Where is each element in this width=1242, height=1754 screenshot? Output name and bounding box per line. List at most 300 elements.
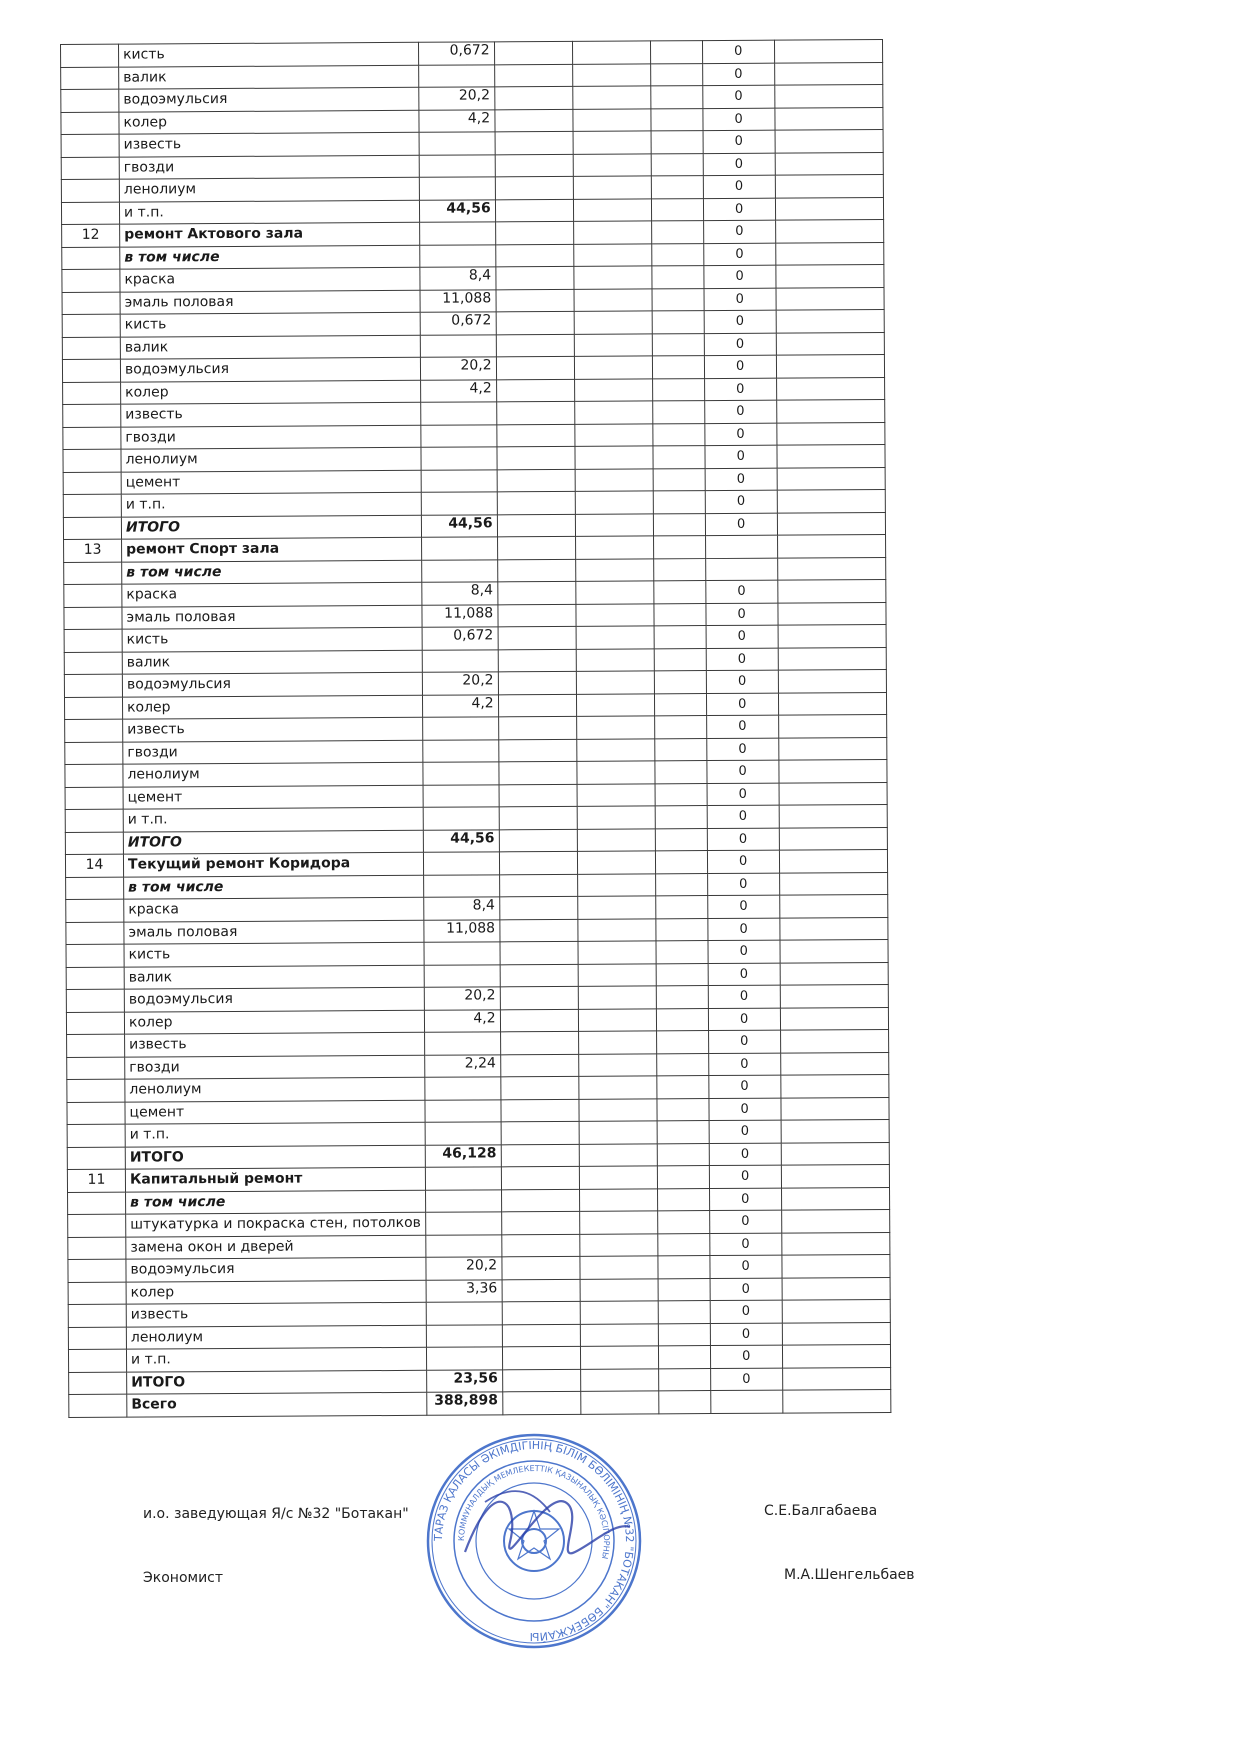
row-number [64, 629, 122, 652]
item-name: гвозди [125, 1055, 425, 1079]
empty-cell [577, 761, 655, 784]
empty-cell [778, 624, 886, 647]
empty-cell [777, 467, 885, 490]
empty-cell [656, 918, 708, 941]
empty-cell [498, 604, 576, 627]
item-name: эмаль половая [122, 605, 422, 629]
empty-cell [579, 1188, 657, 1211]
empty-cell [776, 264, 884, 287]
empty-cell [781, 1097, 889, 1120]
empty-cell [574, 401, 652, 424]
empty-cell [774, 62, 882, 85]
empty-cell [572, 63, 650, 86]
empty-cell [494, 64, 572, 87]
empty-cell [650, 41, 702, 64]
row-number [61, 134, 119, 157]
empty-cell [577, 873, 655, 896]
zero-cell: 0 [706, 715, 778, 738]
empty-cell [576, 648, 654, 671]
item-name: в том числе [124, 875, 424, 899]
row-number [67, 1079, 125, 1102]
empty-cell [499, 806, 577, 829]
empty-cell [495, 199, 573, 222]
amount-cell [424, 964, 500, 987]
amount-cell [422, 717, 498, 740]
empty-cell [778, 647, 886, 670]
empty-cell [652, 333, 704, 356]
empty-cell [658, 1256, 710, 1279]
amount-cell: 4,2 [420, 379, 496, 402]
row-number [66, 989, 124, 1012]
item-name: эмаль половая [120, 290, 420, 314]
row-number [63, 472, 121, 495]
empty-cell [774, 84, 882, 107]
zero-cell: 0 [706, 603, 778, 626]
empty-cell [579, 1211, 657, 1234]
empty-cell [575, 468, 653, 491]
empty-cell [499, 829, 577, 852]
empty-cell [498, 671, 576, 694]
economist-name: М.А.Шенгельбаев [784, 1567, 915, 1583]
amount-cell: 44,56 [419, 199, 495, 222]
amount-cell: 4,2 [422, 694, 498, 717]
empty-cell [782, 1389, 890, 1412]
empty-cell [779, 849, 887, 872]
empty-cell [580, 1301, 658, 1324]
empty-cell [497, 446, 575, 469]
empty-cell [658, 1368, 710, 1391]
item-name: и т.п. [121, 492, 421, 516]
zero-cell: 0 [707, 760, 779, 783]
row-number [69, 1394, 127, 1417]
empty-cell [580, 1256, 658, 1279]
empty-cell [500, 986, 578, 1009]
empty-cell [776, 399, 884, 422]
empty-cell [500, 919, 578, 942]
empty-cell [657, 1121, 709, 1144]
table-row [69, 1389, 891, 1417]
zero-cell: 0 [703, 175, 775, 198]
empty-cell [502, 1324, 580, 1347]
amount-cell [421, 447, 497, 470]
empty-cell [496, 334, 574, 357]
amount-cell [424, 1077, 500, 1100]
zero-cell: 0 [710, 1368, 782, 1391]
row-number [68, 1327, 126, 1350]
row-number [68, 1349, 126, 1372]
empty-cell [501, 1099, 579, 1122]
empty-cell [781, 1232, 889, 1255]
item-name: Текущий ремонт Коридора [123, 852, 423, 876]
item-name: кисть [122, 627, 422, 651]
row-number [61, 89, 119, 112]
zero-cell: 0 [702, 85, 774, 108]
row-number [61, 112, 119, 135]
item-name: краска [124, 897, 424, 921]
item-name: валик [120, 335, 420, 359]
empty-cell [580, 1323, 658, 1346]
item-name: колер [124, 1010, 424, 1034]
empty-cell [574, 288, 652, 311]
amount-cell: 11,088 [420, 289, 496, 312]
empty-cell [498, 694, 576, 717]
empty-cell [500, 964, 578, 987]
empty-cell [578, 1053, 656, 1076]
empty-cell [658, 1391, 710, 1414]
zero-cell: 0 [710, 1255, 782, 1278]
empty-cell [502, 1369, 580, 1392]
amount-cell [425, 1122, 501, 1145]
item-name: штукатурка и покраска стен, потолков [126, 1212, 426, 1236]
empty-cell [650, 86, 702, 109]
amount-cell: 4,2 [419, 109, 495, 132]
zero-cell: 0 [706, 693, 778, 716]
item-name: и т.п. [123, 807, 423, 831]
empty-cell [577, 828, 655, 851]
amount-cell [419, 177, 495, 200]
row-number [63, 382, 121, 405]
zero-cell: 0 [705, 580, 777, 603]
empty-cell [573, 131, 651, 154]
empty-cell [580, 1346, 658, 1369]
empty-cell [579, 1166, 657, 1189]
amount-cell [426, 1347, 502, 1370]
empty-cell [580, 1368, 658, 1391]
empty-cell [657, 1188, 709, 1211]
empty-cell [654, 626, 706, 649]
zero-cell: 0 [705, 445, 777, 468]
item-name: известь [123, 717, 423, 741]
empty-cell [496, 379, 574, 402]
empty-cell [578, 941, 656, 964]
row-number [64, 562, 122, 585]
item-name: водоэмульсия [124, 987, 424, 1011]
row-number: 14 [65, 854, 123, 877]
amount-cell [419, 132, 495, 155]
row-number [68, 1192, 126, 1215]
empty-cell [652, 423, 704, 446]
official-stamp [425, 1432, 643, 1650]
empty-cell [657, 1143, 709, 1166]
amount-cell [419, 154, 495, 177]
row-number [62, 314, 120, 337]
row-number [68, 1237, 126, 1260]
item-name: гвозди [123, 740, 423, 764]
item-name: в том числе [122, 560, 422, 584]
empty-cell [782, 1367, 890, 1390]
zero-cell: 0 [704, 310, 776, 333]
stamp-outer-text: ТАРАЗ ҚАЛАСЫ ӘКІМДІГІНІҢ БІЛІМ БӨЛІМІНІҢ №32 "БОТАКАН" БӨБЕКЖАЙЫ [431, 1438, 637, 1644]
empty-cell [575, 491, 653, 514]
empty-cell [776, 422, 884, 445]
zero-cell: 0 [710, 1345, 782, 1368]
empty-cell [577, 806, 655, 829]
empty-cell [654, 693, 706, 716]
row-number [66, 967, 124, 990]
amount-cell: 20,2 [420, 357, 496, 380]
zero-cell: 0 [704, 288, 776, 311]
item-name: валик [124, 965, 424, 989]
zero-cell: 0 [708, 963, 780, 986]
empty-cell [656, 1008, 708, 1031]
empty-cell [780, 962, 888, 985]
empty-cell [499, 784, 577, 807]
empty-cell [572, 41, 650, 64]
row-number [61, 202, 119, 225]
item-name: ленолиум [126, 1325, 426, 1349]
amount-cell [423, 762, 499, 785]
zero-cell: 0 [706, 738, 778, 761]
amount-cell [420, 334, 496, 357]
item-name: в том числе [120, 245, 420, 269]
zero-cell: 0 [703, 130, 775, 153]
empty-cell [782, 1277, 890, 1300]
empty-cell [654, 671, 706, 694]
amount-cell: 46,128 [425, 1144, 501, 1167]
zero-cell: 0 [706, 648, 778, 671]
row-number [64, 697, 122, 720]
empty-cell [653, 468, 705, 491]
zero-cell: 0 [705, 468, 777, 491]
empty-cell [499, 761, 577, 784]
zero-cell: 0 [703, 243, 775, 266]
empty-cell [501, 1121, 579, 1144]
zero-cell: 0 [705, 513, 777, 536]
empty-cell [779, 872, 887, 895]
empty-cell [498, 626, 576, 649]
row-number [63, 404, 121, 427]
row-number [62, 247, 120, 270]
empty-cell [495, 131, 573, 154]
amount-cell: 23,56 [426, 1369, 502, 1392]
amount-cell: 20,2 [422, 672, 498, 695]
empty-cell [494, 86, 572, 109]
amount-cell [421, 559, 497, 582]
item-name: ИТОГО [127, 1370, 427, 1394]
empty-cell [500, 1009, 578, 1032]
zero-cell: 0 [703, 220, 775, 243]
item-name: известь [121, 402, 421, 426]
item-name: ремонт Актового зала [120, 222, 420, 246]
zero-cell: 0 [709, 1143, 781, 1166]
empty-cell [497, 469, 575, 492]
zero-cell [710, 1390, 782, 1413]
amount-cell [423, 874, 499, 897]
empty-cell [776, 332, 884, 355]
item-name: и т.п. [125, 1122, 425, 1146]
empty-cell [777, 489, 885, 512]
row-number: 11 [67, 1169, 125, 1192]
empty-cell [658, 1278, 710, 1301]
empty-cell [576, 716, 654, 739]
empty-cell [573, 198, 651, 221]
empty-cell [572, 86, 650, 109]
empty-cell [576, 693, 654, 716]
zero-cell: 0 [703, 153, 775, 176]
empty-cell [578, 1031, 656, 1054]
zero-cell: 0 [708, 1030, 780, 1053]
empty-cell [775, 129, 883, 152]
zero-cell: 0 [709, 1165, 781, 1188]
empty-cell [776, 354, 884, 377]
amount-cell [425, 1099, 501, 1122]
row-number [65, 787, 123, 810]
empty-cell [782, 1299, 890, 1322]
empty-cell [776, 309, 884, 332]
amount-cell [426, 1302, 502, 1325]
empty-cell [502, 1346, 580, 1369]
empty-cell [575, 558, 653, 581]
empty-cell [500, 1031, 578, 1054]
empty-cell [573, 243, 651, 266]
empty-cell [500, 1054, 578, 1077]
zero-cell: 0 [702, 40, 774, 63]
empty-cell [778, 602, 886, 625]
empty-cell [653, 581, 705, 604]
empty-cell [780, 1052, 888, 1075]
empty-cell [775, 174, 883, 197]
amount-cell [424, 942, 500, 965]
empty-cell [496, 289, 574, 312]
row-number [68, 1282, 126, 1305]
empty-cell [655, 783, 707, 806]
item-name: ИТОГО [125, 1145, 425, 1169]
empty-cell [497, 514, 575, 537]
empty-cell [495, 176, 573, 199]
row-number [68, 1304, 126, 1327]
amount-cell: 4,2 [424, 1009, 500, 1032]
empty-cell [777, 534, 885, 557]
empty-cell [653, 513, 705, 536]
item-name: колер [121, 380, 421, 404]
row-number [65, 832, 123, 855]
empty-cell [780, 1007, 888, 1030]
amount-cell: 44,56 [421, 514, 497, 537]
empty-cell [656, 941, 708, 964]
empty-cell [496, 424, 574, 447]
empty-cell [500, 1076, 578, 1099]
empty-cell [496, 401, 574, 424]
empty-cell [495, 221, 573, 244]
row-number [65, 742, 123, 765]
empty-cell [498, 649, 576, 672]
item-name: водоэмульсия [120, 357, 420, 381]
item-name: ремонт Спорт зала [122, 537, 422, 561]
empty-cell [777, 512, 885, 535]
empty-cell [654, 648, 706, 671]
amount-cell [422, 739, 498, 762]
empty-cell [781, 1164, 889, 1187]
zero-cell: 0 [708, 1075, 780, 1098]
empty-cell [779, 894, 887, 917]
item-name: эмаль половая [124, 920, 424, 944]
empty-cell [651, 108, 703, 131]
row-number [66, 877, 124, 900]
row-number: 12 [62, 224, 120, 247]
row-number [64, 584, 122, 607]
empty-cell [573, 108, 651, 131]
empty-cell [654, 716, 706, 739]
amount-cell: 20,2 [418, 87, 494, 110]
zero-cell: 0 [703, 198, 775, 221]
empty-cell [578, 963, 656, 986]
zero-cell [705, 535, 777, 558]
amount-cell [425, 1234, 501, 1257]
amount-cell: 388,898 [426, 1392, 502, 1415]
item-name: известь [125, 1032, 425, 1056]
empty-cell [651, 131, 703, 154]
empty-cell [579, 1233, 657, 1256]
stamp-inner-text: КОММУНАЛДЫҚ МЕМЛЕКЕТТІК ҚАЗЫНАЛЫҚ КӘСІПОРНЫ [456, 1463, 612, 1560]
amount-cell: 44,56 [423, 829, 499, 852]
zero-cell: 0 [704, 333, 776, 356]
empty-cell [658, 1323, 710, 1346]
zero-cell: 0 [708, 1053, 780, 1076]
row-number [63, 494, 121, 517]
empty-cell [577, 851, 655, 874]
empty-cell [778, 714, 886, 737]
empty-cell [657, 1098, 709, 1121]
empty-cell [777, 579, 885, 602]
row-number [61, 44, 119, 67]
amount-cell: 2,24 [424, 1054, 500, 1077]
item-name: кисть [119, 42, 419, 66]
zero-cell: 0 [706, 625, 778, 648]
empty-cell [502, 1391, 580, 1414]
item-name: колер [126, 1280, 426, 1304]
amount-cell: 11,088 [424, 919, 500, 942]
empty-cell [775, 107, 883, 130]
head-role: и.о. заведующая Я/с №32 "Ботакан" [143, 1506, 409, 1522]
item-name: ленолиум [121, 447, 421, 471]
row-number [65, 809, 123, 832]
zero-cell: 0 [709, 1098, 781, 1121]
item-name: в том числе [126, 1190, 426, 1214]
empty-cell [775, 242, 883, 265]
row-number [63, 427, 121, 450]
empty-cell [578, 986, 656, 1009]
empty-cell [778, 692, 886, 715]
zero-cell: 0 [709, 1233, 781, 1256]
row-number [68, 1214, 126, 1237]
item-name: краска [122, 582, 422, 606]
row-number [65, 719, 123, 742]
empty-cell [652, 356, 704, 379]
item-name: замена окон и дверей [126, 1235, 426, 1259]
empty-cell [580, 1278, 658, 1301]
zero-cell: 0 [707, 850, 779, 873]
item-name: ИТОГО [123, 830, 423, 854]
empty-cell [651, 198, 703, 221]
empty-cell [496, 266, 574, 289]
empty-cell [781, 1187, 889, 1210]
empty-cell [576, 626, 654, 649]
item-name: и т.п. [119, 200, 419, 224]
amount-cell [420, 424, 496, 447]
amount-cell [420, 402, 496, 425]
amount-cell [423, 852, 499, 875]
item-name: валик [119, 65, 419, 89]
empty-cell [573, 221, 651, 244]
item-name: гвозди [119, 155, 419, 179]
empty-cell [499, 851, 577, 874]
zero-cell: 0 [705, 490, 777, 513]
amount-cell: 8,4 [421, 582, 497, 605]
empty-cell [495, 154, 573, 177]
zero-cell: 0 [709, 1210, 781, 1233]
zero-cell: 0 [707, 873, 779, 896]
empty-cell [777, 557, 885, 580]
